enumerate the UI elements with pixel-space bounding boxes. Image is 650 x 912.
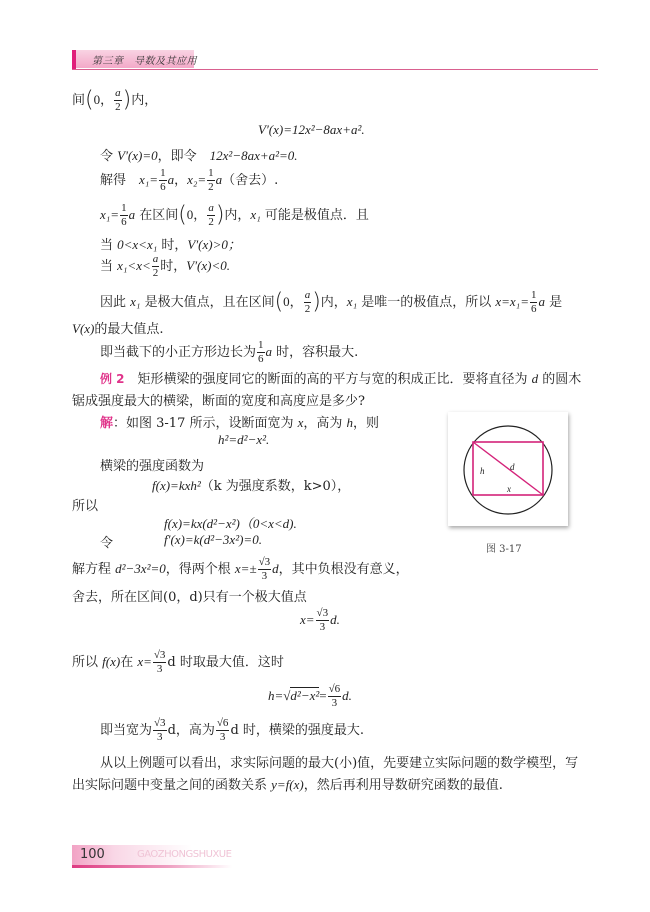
chapter-name: 导数及其应用 <box>134 56 197 67</box>
example-2-problem: 例 2 矩形横梁的强度同它的断面的高的平方与宽的积成正比．要将直径为 d 的圆木 <box>100 371 582 387</box>
footer-rule <box>72 865 232 868</box>
equation-x-max: x= $\frac{√3}{3}$ d. <box>300 607 340 633</box>
page-number: 100 <box>80 847 105 862</box>
equation-h-squared: h²=d²−x². <box>218 432 270 447</box>
example-2-problem-cont: 锯成强度最大的横梁，断面的宽度和高度应是多少? <box>72 394 365 409</box>
text-line-when-decreasing: 当 x₁<x< $\frac{a}{2}$ 时，V′(x)<0. <box>100 253 231 279</box>
equation-derivative: V′(x)=12x²−8ax+a². <box>258 122 365 137</box>
paragraph-volume-max: 即当截下的小正方形边长为 $\frac{1}{6}$ a 时，容积最大. <box>100 339 359 365</box>
text-so: 所以 <box>72 499 99 514</box>
text-line-when-increasing: 当 0<x<x₁ 时，V′(x)>0； <box>100 237 241 253</box>
paragraph-conclusion-cont: V(x)的最大值点. <box>72 321 164 337</box>
paragraph-conclusion: 因此 x₁ 是极大值点，且在区间(0， $\frac{a}{2}$ )内，x₁ 是唯一的极值点，所以 x=x₁= $\frac{1}{6}$ a 是 <box>100 289 563 315</box>
summary-line-2: 出实际问题中变量之间的函数关系 y=f(x)，然后再利用导数研究函数的最值. <box>72 777 503 793</box>
chapter-number: 第三章 <box>92 56 124 67</box>
text-line-x1-in-interval: x₁= $\frac{1}{6}$ a 在区间(0， $\frac{a}{2}$ )内，x₁ 可能是极值点．且 <box>100 202 369 228</box>
chapter-title <box>92 52 197 67</box>
equation-fprime: f′(x)=k(d²−3x²)=0. <box>164 532 262 547</box>
text-strength-intro: 横梁的强度函数为 <box>100 459 205 474</box>
text-let: 令 <box>100 536 114 551</box>
equation-strength: f(x)=kxh²（k 为强度系数，k>0）， <box>152 478 351 494</box>
svg-text:h: h <box>480 466 485 476</box>
figure-3-17 <box>448 412 568 526</box>
summary-line-1: 从以上例题可以看出，求实际问题的最大(小)值，先要建立实际问题的数学模型，写 <box>100 756 579 771</box>
text-line-set-zero: 令 V′(x)=0，即令 12x²−8ax+a²=0. <box>100 148 298 164</box>
solution-intro: 解：如图 3-17 所示，设断面宽为 x，高为 h，则 <box>100 415 380 431</box>
equation-h-value: h=√d²−x²= $\frac{√6}{3}$ d. <box>268 683 352 709</box>
text-single-max: 舍去，所在区间(0，d)只有一个极大值点 <box>72 590 307 605</box>
text-solve-roots: 解方程 d²−3x²=0，得两个根 x=± $\frac{√3}{3}$ d，其中负根没有意义， <box>72 556 409 582</box>
figure-caption: 图 3-17 <box>486 544 522 555</box>
example-label: 例 2 <box>100 372 125 386</box>
solution-label: 解 <box>100 416 114 431</box>
footer-brand: GAOZHONGSHUXUE <box>137 849 232 860</box>
circle-rectangle-diagram <box>448 412 568 526</box>
header-rule <box>72 69 598 70</box>
text-max-value: 所以 f(x)在 x= $\frac{√3}{3}$ d 时取最大值．这时 <box>72 649 284 675</box>
text-final-answer: 即当宽为 $\frac{√3}{3}$ d，高为 $\frac{√6}{3}$ d 时，横梁的强度最大. <box>100 717 365 743</box>
text-line-solve: 解得 x₁= $\frac{1}{6}$ a，x₂= $\frac{1}{2}$ a（舍去）. <box>100 167 279 193</box>
svg-text:d: d <box>510 462 515 472</box>
text-line-interval: 间(0， $\frac{a}{2}$ )内， <box>72 87 158 113</box>
svg-text:x: x <box>507 484 511 494</box>
equation-fx: f(x)=kx(d²−x²)（0<x<d). <box>164 516 297 531</box>
